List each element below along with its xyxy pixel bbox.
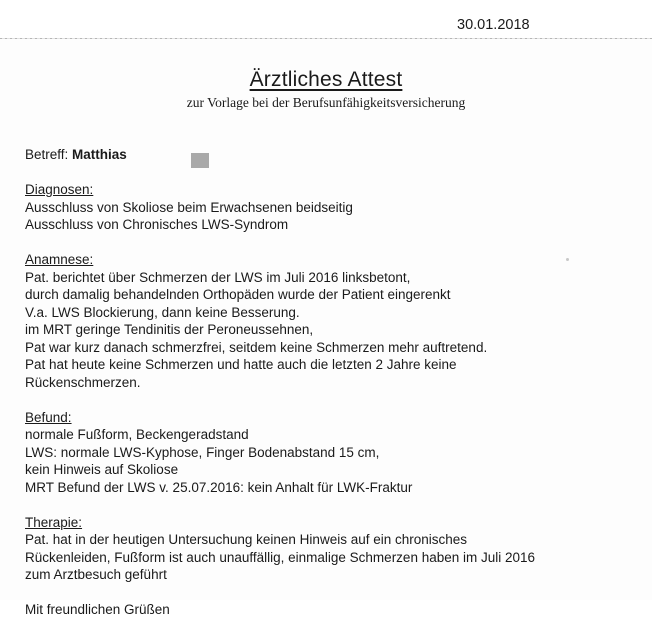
diagnosen-line: Ausschluss von Skoliose beim Erwachsenen beidseitig — [25, 199, 353, 215]
anamnese-line: Rückenschmerzen. — [25, 374, 141, 390]
page-edge — [0, 38, 652, 39]
anamnese-line: V.a. LWS Blockierung, dann keine Besserung. — [25, 304, 300, 320]
anamnese-line: durch damalig behandelnden Orthopäden wurde der Patient eingerenkt — [25, 287, 451, 302]
diagnosen-line: Ausschluss von Chronisches LWS-Syndrom — [25, 217, 289, 232]
therapie-line: Pat. hat in der heutigen Untersuchung keinen Hinweis auf ein chronisches — [25, 532, 468, 547]
closing-line: Mit freundlichen Grüßen — [25, 602, 170, 617]
therapie-line: zum Arztbesuch geführt — [25, 567, 167, 582]
anamnese-line: Pat. berichtet über Schmerzen der LWS im Juli 2016 linksbetont, — [25, 269, 411, 285]
befund-line: MRT Befund der LWS v. 25.07.2016: kein Anhalt für LWK-Fraktur — [25, 479, 413, 495]
anamnese-line: Pat hat heute keine Schmerzen und hatte auch die letzten 2 Jahre keine — [25, 357, 457, 372]
befund-line: LWS: normale LWS-Kyphose, Finger Bodenabstand 15 cm, — [25, 444, 380, 460]
document-subtitle: zur Vorlage bei der Berufsunfähigkeitsversicherung — [186, 95, 466, 110]
therapie-heading: Therapie: — [25, 514, 83, 530]
patient-name: Matthias — [72, 147, 127, 162]
anamnese-line: im MRT geringe Tendinitis der Peroneussehnen, — [25, 322, 314, 337]
anamnese-heading: Anamnese: — [25, 252, 94, 267]
diagnosen-heading: Diagnosen: — [25, 182, 94, 197]
anamnese-line: Pat war kurz danach schmerzfrei, seitdem keine Schmerzen mehr auftretend. — [25, 339, 488, 355]
befund-heading: Befund: — [25, 409, 72, 425]
befund-line: kein Hinweis auf Skoliose — [25, 462, 179, 477]
document-body — [25, 146, 625, 619]
therapie-line: Rückenleiden, Fußform ist auch unauffällig, einmalige Schmerzen haben im Juli 2016 — [25, 549, 536, 565]
document-date: 30.01.2018 — [457, 17, 530, 33]
betreff-line — [25, 146, 625, 164]
document-title: Ärztliches Attest — [249, 68, 403, 91]
betreff-label: Betreff: — [25, 147, 69, 162]
befund-line: normale Fußform, Beckengeradstand — [25, 427, 249, 442]
